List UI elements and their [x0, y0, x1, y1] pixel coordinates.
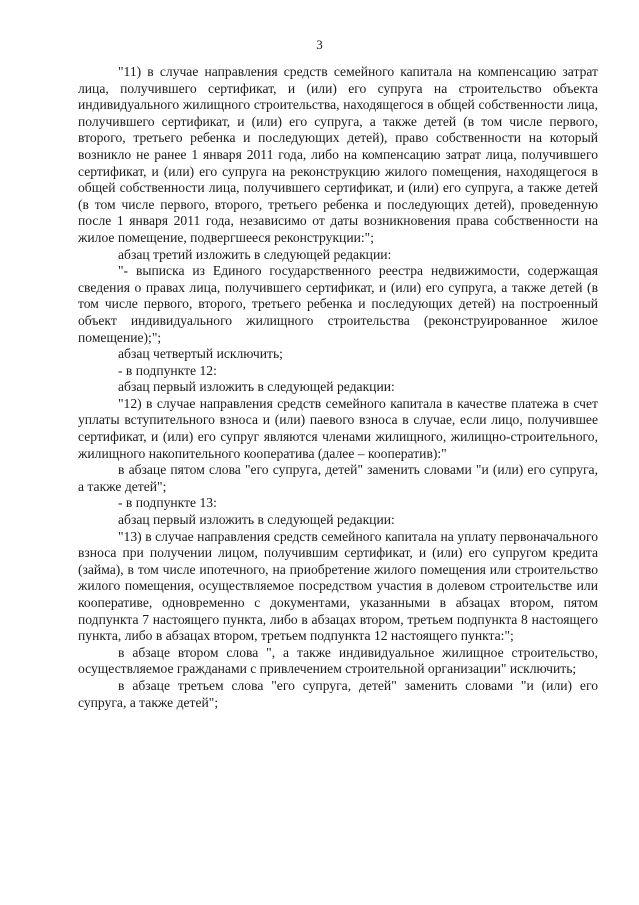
- paragraph-subpoint-13: "13) в случае направления средств семейного капитала на уплату первоначального взноса при получении лицом, получившим сертификат, и (или) его супругом кредита (займа), в том числе ипотечного, на приобретение жилого помещения или строительство жилого помещения, осуществляемое посредством участия в долевом строительстве или кооперативе, одновременно с документами, указанными в абзацах втором, пятом подпункта 7 настоящего пункта, либо в абзацах втором, третьем подпункта 8 настоящего пункта, либо в абзацах втором, третьем подпункта 12 настоящего пункта:";: [78, 528, 598, 644]
- paragraph-exclude-second: в абзаце втором слова ", а также индивидуальное жилищное строительство, осуществляемое гражданами с привлечением строительной организации" исключить;: [78, 644, 598, 677]
- paragraph-in-subpoint-13: - в подпункте 13:: [118, 495, 217, 511]
- paragraph-exclude-fourth: абзац четвертый исключить;: [118, 346, 283, 362]
- paragraph-amend-first-12: абзац первый изложить в следующей редакции:: [118, 379, 395, 395]
- paragraph-in-subpoint-12: - в подпункте 12:: [118, 362, 217, 378]
- paragraph-subpoint-11: "11) в случае направления средств семейного капитала на компенсацию затрат лица, получившего сертификат, и (или) его супруга на строительство объекта индивидуального жилищного строительства, находящегося в общей собственности лица, получившего сертификат, и (или) его супруга, а также детей (в том числе первого, второго, третьего ребенка и последующих детей), право собственности на который возникло не ранее 1 января 2011 года, либо на компенсацию затрат лица, получившего сертификат, и (или) его супруга на реконструкцию жилого помещения, находящегося в общей собственности лица, получившего сертификат, и (или) его супруга, а также детей (в том числе первого, второго, третьего ребенка и последующих детей), проведенную после 1 января 2011 года, независимо от даты возникновения права собственности на жилое помещение, подвергшееся реконструкции:";: [78, 64, 598, 245]
- page-number: 3: [316, 37, 323, 52]
- paragraph-replace-third: в абзаце третьем слова "его супруга, детей" заменить словами "и (или) его супруга, а также детей";: [78, 677, 598, 710]
- paragraph-amend-third: абзац третий изложить в следующей редакции:: [118, 246, 392, 262]
- paragraph-registry-extract: "- выписка из Единого государственного реестра недвижимости, содержащая сведения о правах лица, получившего сертификат, и (или) его супруга, а также детей (в том числе первого, второго, третьего ребенка и последующих детей) на построенный объект индивидуального жилищного строительства (реконструированное жилое помещение);";: [78, 263, 598, 345]
- paragraph-amend-first-13: абзац первый изложить в следующей редакции:: [118, 512, 395, 528]
- document-body: [78, 64, 598, 711]
- paragraph-replace-fifth: в абзаце пятом слова "его супруга, детей" заменить словами "и (или) его супруга, а также детей";: [78, 462, 598, 494]
- paragraph-subpoint-12: "12) в случае направления средств семейного капитала в качестве платежа в счет уплаты вступительного взноса и (или) паевого взноса в случае, если лицо, получившее сертификат, и (или) его супруг являются членами жилищного, жилищно-строительного, жилищного накопительного кооператива (далее – кооператив):": [78, 395, 598, 461]
